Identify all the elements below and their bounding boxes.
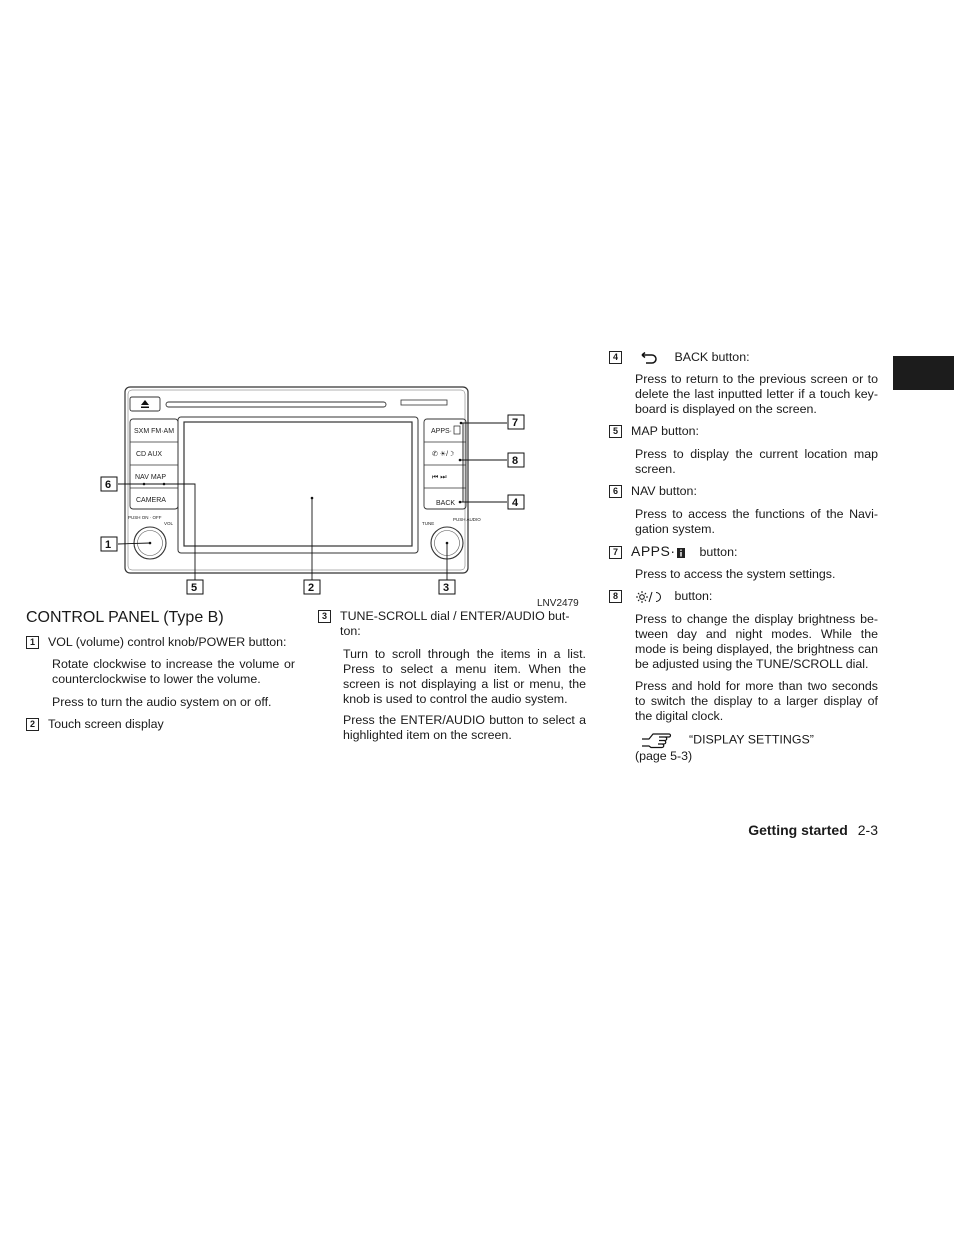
item-label: TUNE-SCROLL dial / ENTER/AUDIO but- (340, 609, 570, 623)
svg-text:6: 6 (105, 479, 112, 491)
item-number: 1 (26, 636, 39, 649)
vol-label: VOL (164, 521, 174, 526)
track-skip-button: ⏮ ⏭ (432, 474, 447, 481)
touch-screen (184, 422, 412, 546)
item-8-reference (635, 731, 878, 764)
apps-button: APPS· (431, 428, 453, 435)
item-6-para-1: Press to access the functions of the Navi-gation system. (635, 507, 878, 536)
cd-aux-button: CD AUX (136, 451, 163, 458)
svg-text:7: 7 (512, 417, 519, 429)
day-night-icon (636, 591, 664, 603)
item-label-cont: ton: (340, 624, 361, 638)
svg-text:2: 2 (308, 582, 315, 594)
item-label: BACK button: (674, 350, 750, 364)
callout-5 (187, 580, 203, 594)
back-arrow-icon (638, 352, 660, 364)
disc-slot (166, 402, 386, 407)
tune-label: TUNE (422, 521, 435, 526)
pointing-hand-icon (641, 731, 675, 749)
svg-text:3: 3 (443, 582, 450, 594)
item-label: Touch screen display (48, 717, 164, 731)
sxm-fmam-button: SXM FM·AM (134, 428, 175, 435)
item-4-para-1: Press to return to the previous screen or to delete the last inputted letter if a touch key-board is displayed on the screen. (635, 372, 878, 416)
callout-1 (101, 537, 117, 551)
callout-4 (508, 495, 524, 509)
item-6-label (609, 484, 879, 499)
push-audio-label: PUSH AUDIO (453, 517, 481, 522)
item-number: 5 (609, 425, 622, 438)
item-number: 7 (609, 546, 622, 559)
back-button: BACK (436, 500, 456, 507)
item-label: button: (674, 589, 713, 603)
item-7-para-1: Press to access the system settings. (635, 567, 836, 581)
item-label: NAV button: (631, 484, 697, 498)
callout-3 (439, 580, 455, 594)
footer-section: Getting started (748, 822, 848, 838)
item-1-label (26, 635, 306, 650)
svg-text:4: 4 (512, 497, 519, 509)
svg-text:5: 5 (191, 582, 198, 594)
item-4-label (609, 350, 879, 365)
item-3-para-2: Press the ENTER/AUDIO button to select a highlighted item on the screen. (343, 713, 586, 742)
item-number: 8 (609, 590, 622, 603)
item-number: 3 (318, 610, 331, 623)
reference-title: “DISPLAY SETTINGS” (689, 732, 814, 747)
item-number: 2 (26, 718, 39, 731)
section-title: CONTROL PANEL (Type B) (26, 609, 224, 626)
item-8-para-2: Press and hold for more than two seconds to switch the display to a larger display of the digital clock. (635, 679, 878, 723)
item-3-label (318, 609, 588, 639)
callout-6 (101, 477, 117, 491)
figure-id: LNV2479 (537, 598, 579, 609)
item-8-para-1: Press to change the display brightness be-tween day and night modes. While the mode is being displayed, the brightness can be adjusted using the TUNE/SCROLL dial. (635, 612, 878, 671)
svg-text:8: 8 (512, 455, 519, 467)
item-1-para-2: Press to turn the audio system on or off. (52, 695, 272, 709)
push-onoff-label: PUSH ON · OFF (128, 515, 162, 520)
camera-button: CAMERA (136, 497, 166, 504)
item-5-label (609, 424, 879, 439)
item-7-label (609, 544, 879, 560)
item-number: 6 (609, 485, 622, 498)
callout-2 (304, 580, 320, 594)
page-footer (748, 822, 878, 838)
svg-text:1: 1 (105, 539, 112, 551)
item-8-label (609, 589, 879, 604)
control-panel-diagram (98, 385, 530, 597)
chapter-tab (893, 356, 954, 390)
item-number: 4 (609, 351, 622, 364)
item-3-para-1: Turn to scroll through the items in a list. Press to select a menu item. When the screen is not displaying a list or menu, the knob is used to control the audio system. (343, 647, 586, 706)
nav-map-button: NAV MAP (135, 474, 166, 481)
item-5-para-1: Press to display the current location map screen. (635, 447, 878, 476)
apps-text: APPS· (631, 543, 676, 559)
item-label: MAP button: (631, 424, 699, 438)
item-label: VOL (volume) control knob/POWER button: (48, 635, 287, 649)
item-label: button: (699, 545, 738, 559)
info-icon (676, 547, 686, 559)
callout-8 (508, 453, 524, 467)
item-1-para-1: Rotate clockwise to increase the volume or counterclockwise to lower the volume. (52, 657, 295, 686)
phone-brightness-button: ✆ ☀/☽ (432, 451, 455, 458)
reference-page: (page 5-3) (635, 749, 693, 763)
item-2-label (26, 717, 306, 732)
page-number: 2-3 (857, 822, 878, 838)
card-slot (401, 400, 447, 405)
callout-7 (508, 415, 524, 429)
